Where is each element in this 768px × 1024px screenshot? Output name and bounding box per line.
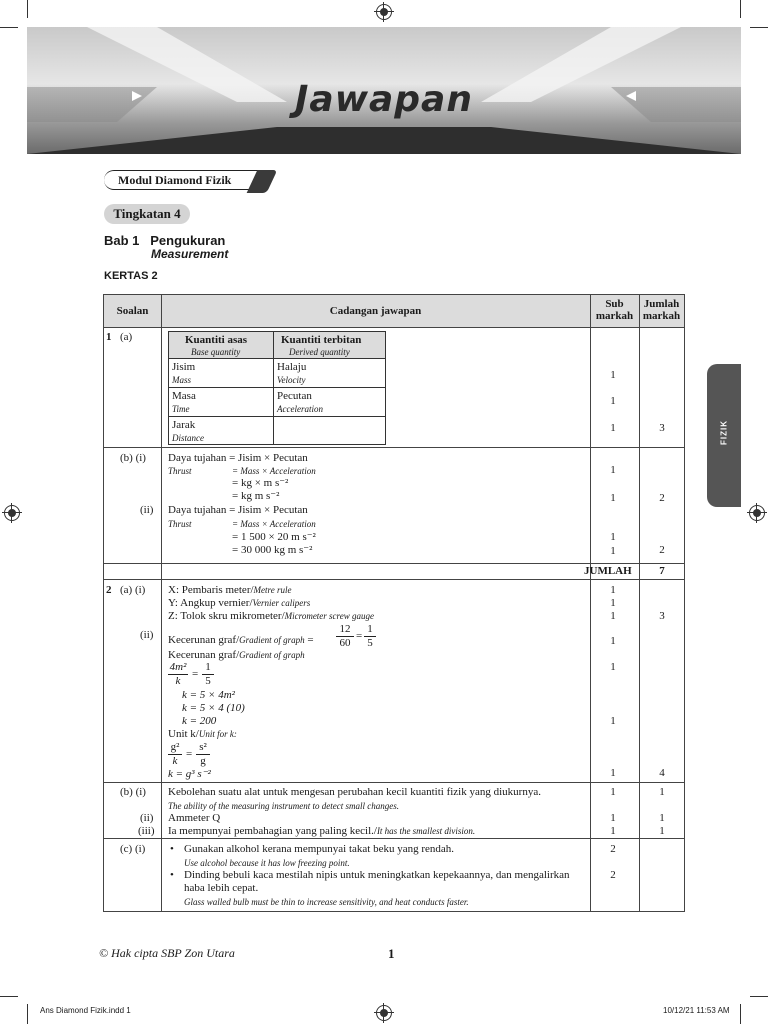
fraction-numerator: 4m²: [169, 661, 187, 673]
derived-quantity-header-en: Derived quantity: [289, 347, 350, 357]
crop-mark: [27, 0, 28, 18]
crop-mark: [750, 27, 768, 28]
header-total-mark-1: Jumlah: [643, 298, 680, 310]
answer-text: Kecerunan graf/: [168, 634, 240, 646]
sub-mark: 2: [610, 869, 616, 881]
sub-mark: 1: [610, 610, 616, 622]
answer-line: Gunakan alkohol kerana mempunyai takat beku yang rendah.: [184, 843, 455, 855]
base-quantity-en: Distance: [172, 433, 204, 443]
base-quantity: Jarak: [172, 419, 196, 431]
sub-mark: 1: [610, 395, 616, 407]
derived-quantity-en: Velocity: [277, 375, 306, 385]
row-divider: [104, 838, 684, 839]
bullet-icon: •: [170, 869, 174, 881]
total-mark: 1: [659, 825, 665, 837]
chapter-heading: [104, 233, 225, 248]
sub-mark: 1: [610, 597, 616, 609]
answer-line: [168, 610, 374, 623]
fraction-numerator: s²: [196, 741, 210, 755]
fraction-numerator: 1: [364, 623, 376, 637]
sub-mark: 2: [610, 843, 616, 855]
row-divider: [104, 579, 684, 580]
answer-text-en: Gradient of graph: [239, 635, 305, 645]
answer-text-en: Gradient of graph: [239, 650, 305, 660]
row-divider: [104, 782, 684, 783]
bullet-icon: •: [170, 843, 174, 855]
sub-mark: 1: [610, 584, 616, 596]
question-part: (c) (i): [120, 843, 146, 855]
sub-mark: 1: [610, 422, 616, 434]
answer-line-en: Glass walled bulb must be thin to increase sensitivity, and heat conducts faster.: [184, 897, 469, 907]
registration-mark-icon: [376, 4, 392, 20]
question-part: (ii): [140, 629, 154, 641]
total-mark: 2: [659, 544, 665, 556]
answer-line: k = 200: [182, 715, 217, 727]
answer-text: Kecerunan graf/: [168, 649, 240, 661]
sub-mark: 1: [610, 635, 616, 647]
sub-mark: 1: [610, 545, 616, 557]
derived-quantity: Pecutan: [277, 390, 312, 402]
crop-mark: [750, 996, 768, 997]
question-part: (a) (i): [120, 584, 146, 596]
answer-line-en: = Mass × Acceleration: [232, 519, 316, 529]
header-total-mark: [639, 298, 684, 322]
header-question: Soalan: [116, 305, 149, 317]
answer-line: Dinding bebuli kaca mestilah nipis untuk meningkatkan kepekaannya, dan mengalirkan: [184, 869, 570, 881]
answer-text-en: Metre rule: [253, 585, 292, 595]
base-quantity-en: Mass: [172, 375, 192, 385]
registration-mark-icon: [749, 505, 765, 521]
sub-mark: 1: [610, 786, 616, 798]
sub-mark: 1: [610, 492, 616, 504]
crop-mark: [27, 1004, 28, 1024]
page-title: Jawapan: [295, 79, 473, 120]
question-part: (a): [120, 331, 133, 343]
total-value: 7: [659, 565, 665, 577]
fraction-numerator: g²: [168, 741, 182, 755]
answer-line: [168, 825, 475, 838]
answer-line: k = g³ s⁻²: [168, 768, 211, 780]
crop-mark: [740, 1004, 741, 1024]
answer-line: k = 5 × 4m²: [182, 689, 235, 701]
header-answer: Cadangan jawapan: [329, 305, 422, 317]
chapter-title: Pengukuran: [150, 233, 226, 248]
question-number: 1: [106, 331, 112, 343]
answer-line: [168, 728, 237, 741]
header-sub-mark: [590, 298, 639, 322]
derived-quantity-header: Kuantiti terbitan: [281, 334, 362, 346]
answer-text-en: Unit for k:: [198, 729, 237, 739]
column-divider: [161, 295, 162, 911]
fraction-denominator: 60: [339, 637, 351, 649]
answer-text-en: Vernier calipers: [252, 598, 311, 608]
total-mark: 1: [659, 786, 665, 798]
copyright-notice: © Hak cipta SBP Zon Utara: [99, 946, 235, 960]
quantity-table: [168, 331, 386, 445]
base-quantity: Jisim: [172, 361, 196, 373]
answer-line-en: Use alcohol because it has low freezing point.: [184, 858, 350, 868]
fraction-denominator: 5: [367, 637, 373, 649]
question-part: (b) (i): [120, 786, 146, 798]
sub-mark: 1: [610, 812, 616, 824]
total-mark: 4: [659, 767, 665, 779]
answer-text: Ia mempunyai pembahagian yang paling kecil./: [168, 825, 377, 837]
answer-line: = 1 500 × 20 m s⁻²: [232, 531, 316, 543]
question-part: (iii): [138, 825, 155, 837]
answer-text: X: Pembaris meter/: [168, 584, 254, 596]
derived-quantity-en: Acceleration: [277, 404, 323, 414]
fraction-denominator: k: [175, 675, 181, 687]
chapter-subtitle: Measurement: [151, 247, 229, 261]
answer-line: Daya tujahan = Jisim × Pecutan: [168, 504, 308, 516]
sub-mark: 1: [610, 715, 616, 727]
crop-mark: [0, 27, 18, 28]
equals-sign: =: [192, 668, 199, 680]
question-part: (ii): [140, 504, 154, 516]
equals-sign: =: [307, 634, 314, 646]
answer-line: haba lebih cepat.: [184, 882, 259, 894]
paper-label: KERTAS 2: [104, 270, 158, 282]
module-label: Modul Diamond Fizik: [104, 170, 264, 190]
header-banner: [27, 27, 741, 154]
fraction-denominator: g: [200, 755, 206, 767]
question-part: (ii): [140, 812, 154, 824]
total-mark: 2: [659, 492, 665, 504]
derived-quantity: Halaju: [277, 361, 307, 373]
total-label: JUMLAH: [584, 565, 632, 577]
sub-mark: 1: [610, 767, 616, 779]
answer-text: Y: Angkup vernier/: [168, 597, 253, 609]
fraction-denominator: k: [172, 755, 178, 767]
header-total-mark-2: markah: [642, 310, 681, 322]
chapter-number: Bab 1: [104, 233, 140, 248]
answer-table: [103, 294, 685, 912]
crop-mark: [740, 0, 741, 18]
answer-line: [168, 597, 310, 610]
answer-line-en: Thrust: [168, 466, 192, 476]
answer-line: Daya tujahan = Jisim × Pecutan: [168, 452, 308, 464]
answer-line-en: Thrust: [168, 519, 192, 529]
answer-line-en: = Mass × Acceleration: [232, 466, 316, 476]
sub-mark: 1: [610, 531, 616, 543]
total-mark: 3: [659, 422, 665, 434]
answer-line: = kg × m s⁻²: [232, 477, 289, 489]
answer-line-en: The ability of the measuring instrument to detect small changes.: [168, 801, 399, 811]
row-divider: [104, 447, 684, 448]
equals-sign: =: [356, 630, 363, 642]
gradient-line: [168, 649, 305, 662]
crop-mark: [0, 996, 18, 997]
answer-text: Z: Tolok skru mikrometer/: [168, 610, 285, 622]
row-divider: [104, 563, 684, 564]
header-sub-mark-1: Sub: [605, 298, 624, 310]
question-part: (b) (i): [120, 452, 146, 464]
registration-mark-icon: [4, 505, 20, 521]
header-sub-mark-2: markah: [595, 310, 634, 322]
answer-line: Ammeter Q: [168, 812, 221, 824]
question-number: 2: [106, 584, 112, 596]
answer-line: [168, 584, 291, 597]
sub-mark: 1: [610, 825, 616, 837]
fraction-numerator: 1: [202, 661, 214, 675]
answer-line: = 30 000 kg m s⁻²: [232, 544, 313, 556]
side-tab-label: FIZIK: [719, 420, 729, 445]
fraction-numerator: 12: [336, 623, 354, 637]
equals-sign: =: [186, 748, 193, 760]
fraction-denominator: 5: [205, 675, 211, 687]
page-number: 1: [388, 946, 395, 961]
base-quantity: Masa: [172, 390, 196, 402]
base-quantity-header-en: Base quantity: [191, 347, 241, 357]
sub-mark: 1: [610, 464, 616, 476]
answer-line: = kg m s⁻²: [232, 490, 280, 502]
level-badge: Tingkatan 4: [104, 204, 190, 224]
answer-text-en: Micrometer screw gauge: [284, 611, 374, 621]
base-quantity-en: Time: [172, 404, 190, 414]
sub-mark: 1: [610, 369, 616, 381]
total-mark: 1: [659, 812, 665, 824]
registration-mark-icon: [376, 1005, 392, 1021]
sub-mark: 1: [610, 661, 616, 673]
answer-text: Unit k/: [168, 728, 199, 740]
gradient-line: [168, 634, 314, 647]
date-slug: 10/12/21 11:53 AM: [663, 1006, 730, 1015]
file-slug: Ans Diamond Fizik.indd 1: [40, 1006, 131, 1015]
total-mark: 3: [659, 610, 665, 622]
answer-line: Kebolehan suatu alat untuk mengesan perubahan kecil kuantiti fizik yang diukurnya.: [168, 786, 541, 798]
base-quantity-header: Kuantiti asas: [185, 334, 248, 346]
answer-line: k = 5 × 4 (10): [182, 702, 245, 714]
answer-text-en: It has the smallest division.: [376, 826, 476, 836]
